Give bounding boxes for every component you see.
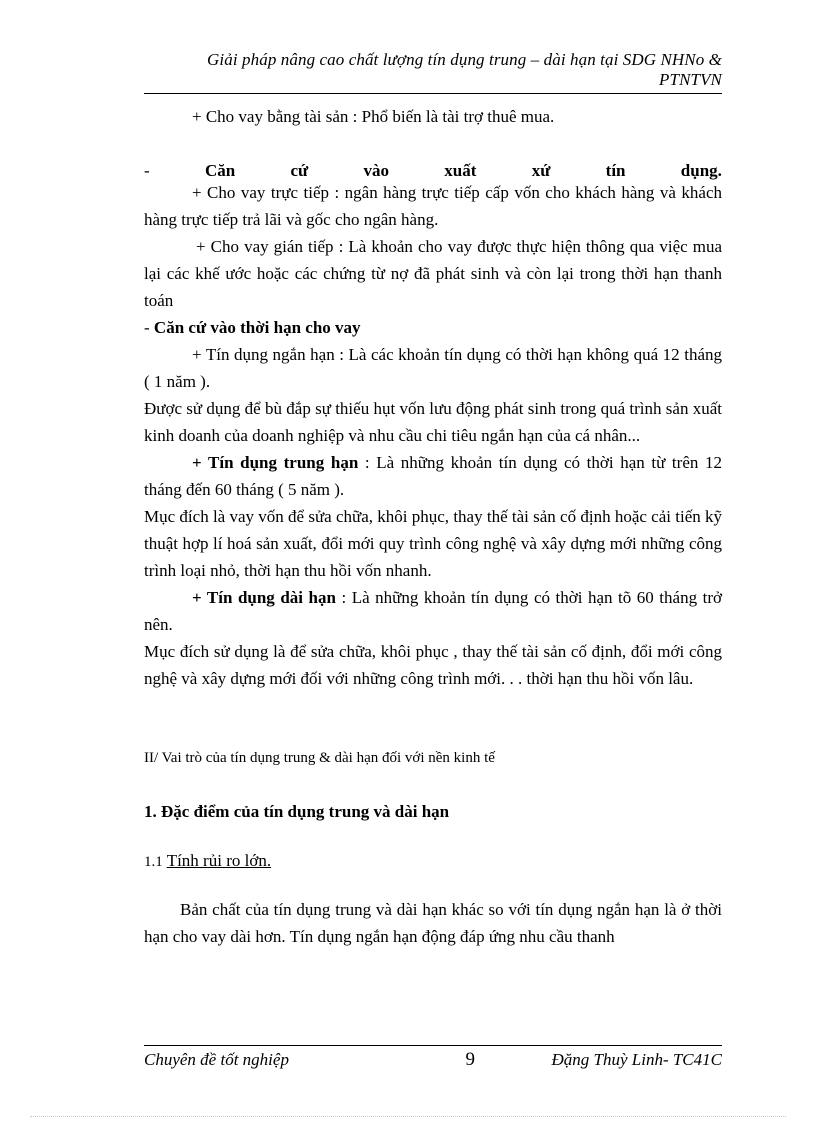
subsection-number: 1.1 xyxy=(144,854,163,870)
subsection-heading-1-1 xyxy=(144,847,722,876)
word: vào xyxy=(363,161,389,180)
paragraph-tin-dung-ngan-han: + Tín dụng ngắn hạn : Là các khoản tín dụng có thời hạn không quá 12 tháng ( 1 năm ). xyxy=(144,345,722,391)
word: tín xyxy=(605,161,626,180)
paragraph-muc-dich-dai-han: Mục đích sử dụng là để sửa chữa, khôi phục , thay thế tài sản cố định, đổi mới công nghệ và xây dựng mới đối với những công trình mới. . . thời hạn thu hồi vốn lâu. xyxy=(144,642,722,688)
dash: - xyxy=(144,318,154,337)
paragraph-cho-vay-bang-tai-san: + Cho vay bằng tài sản : Phổ biến là tài trợ thuê mua. xyxy=(192,107,555,126)
section-heading-ii: II/ Vai trò của tín dụng trung & dài hạn đối với nền kinh tế xyxy=(144,750,495,766)
paragraph-tin-dung-trung-han xyxy=(144,449,722,503)
word: xuất xyxy=(444,161,477,180)
section-heading-1: 1. Đặc điểm của tín dụng trung và dài hạn xyxy=(144,802,450,821)
paragraph-text: : Là những khoản tín dụng có thời hạn từ trên 12 tháng đến 60 tháng ( 5 năm ). xyxy=(144,453,722,499)
term-tin-dung-trung-han: + Tín dụng trung hạn xyxy=(192,453,359,472)
paragraph-cho-vay-gian-tiep: + Cho vay gián tiếp : Là khoản cho vay được thực hiện thông qua việc mua lại các khế ước hoặc các chứng từ nợ đã phát sinh và còn lại trong thời hạn thanh toán xyxy=(144,237,722,310)
word: dụng. xyxy=(680,161,722,180)
word: Căn xyxy=(204,161,236,180)
subsection-title: Tính rủi ro lớn. xyxy=(166,851,272,870)
paragraph-text: : Là những khoản tín dụng có thời hạn tõ 60 tháng trở nên. xyxy=(144,588,722,634)
page-bottom-border xyxy=(30,1116,786,1117)
page-header: Giải pháp nâng cao chất lượng tín dụng trung – dài hạn tại SDG NHNo & PTNTVN xyxy=(144,50,722,94)
paragraph-ban-chat: Bản chất của tín dụng trung và dài hạn khác so với tín dụng ngắn hạn là ở thời hạn cho vay dài hơn. Tín dụng ngắn hạn động đáp ứng nhu cầu thanh xyxy=(144,900,722,946)
paragraph-muc-dich-ngan-han: Được sử dụng để bù đắp sự thiếu hụt vốn lưu động phát sinh trong quá trình sản xuất kinh doanh của doanh nghiệp và nhu cầu chi tiêu ngắn hạn của cá nhân... xyxy=(144,399,722,445)
footer-right: Đặng Thuỳ Linh- TC41C xyxy=(551,1050,722,1069)
footer-left: Chuyên đề tốt nghiệp xyxy=(144,1050,289,1069)
word: cứ xyxy=(290,161,309,180)
word: xứ xyxy=(531,161,551,180)
paragraph-muc-dich-trung-han: Mục đích là vay vốn để sửa chữa, khôi phục, thay thế tài sản cố định hoặc cải tiến kỹ thuật hợp lí hoá sản xuất, đổi mới quy trình công nghệ và xây dựng mới những công trình loại nhỏ, thời hạn thu hồi vốn nhanh. xyxy=(144,507,722,580)
page-footer xyxy=(144,1045,722,1071)
term-tin-dung-dai-han: + Tín dụng dài hạn xyxy=(192,588,336,607)
paragraph-tin-dung-dai-han xyxy=(144,584,722,638)
heading-can-cu-thoi-han xyxy=(144,314,722,341)
paragraph-cho-vay-truc-tiep: + Cho vay trực tiếp : ngân hàng trực tiếp cấp vốn cho khách hàng và khách hàng trực tiếp trả lãi và gốc cho ngân hàng. xyxy=(144,183,722,229)
page-number: 9 xyxy=(465,1049,475,1070)
heading-can-cu-thoi-han-text: Căn cứ vào thời hạn cho vay xyxy=(153,318,361,337)
document-body xyxy=(144,103,722,950)
word: - xyxy=(144,161,150,180)
